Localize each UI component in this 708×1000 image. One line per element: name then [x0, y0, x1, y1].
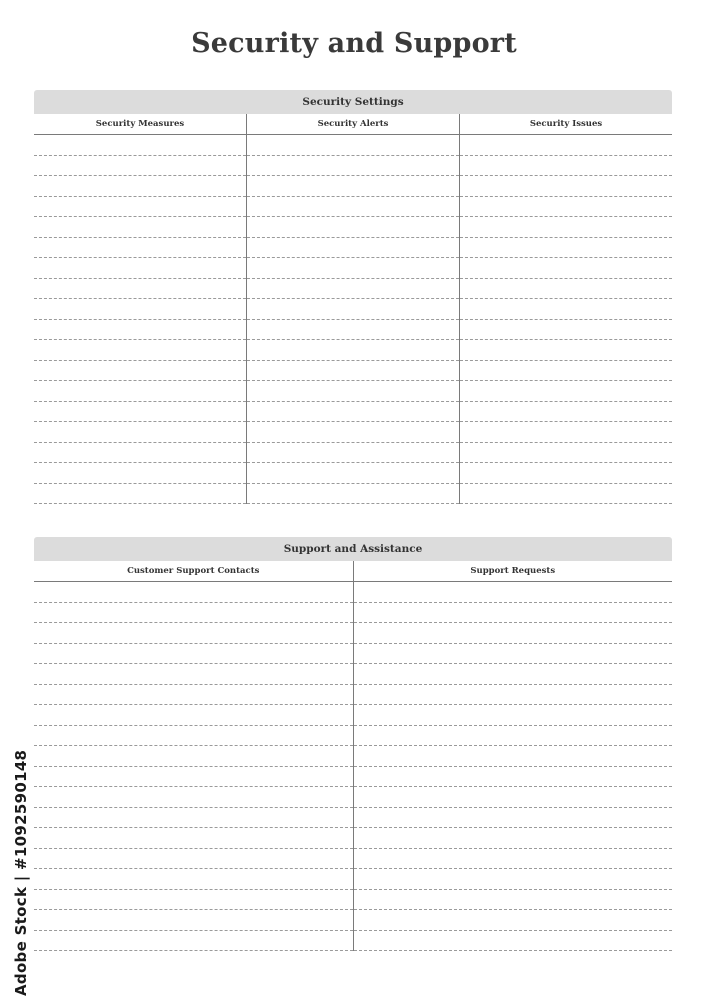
writing-lines [354, 582, 673, 951]
writing-line[interactable] [354, 726, 673, 747]
writing-line[interactable] [460, 402, 672, 423]
writing-line[interactable] [247, 238, 459, 259]
writing-line[interactable] [354, 910, 673, 931]
writing-lines [247, 135, 459, 504]
writing-line[interactable] [247, 381, 459, 402]
writing-line[interactable] [247, 217, 459, 238]
security-settings-section [34, 90, 672, 504]
writing-line[interactable] [34, 197, 246, 218]
writing-line[interactable] [247, 135, 459, 156]
column-security-issues [459, 114, 672, 504]
writing-line[interactable] [34, 463, 246, 484]
column-security-measures [34, 114, 246, 504]
writing-line[interactable] [354, 931, 673, 952]
writing-line[interactable] [247, 279, 459, 300]
writing-line[interactable] [460, 238, 672, 259]
writing-line[interactable] [34, 623, 353, 644]
support-assistance-section [34, 537, 672, 951]
writing-line[interactable] [460, 340, 672, 361]
writing-line[interactable] [34, 787, 353, 808]
writing-line[interactable] [460, 422, 672, 443]
writing-line[interactable] [34, 176, 246, 197]
writing-line[interactable] [34, 320, 246, 341]
writing-line[interactable] [460, 279, 672, 300]
writing-line[interactable] [460, 463, 672, 484]
writing-line[interactable] [34, 644, 353, 665]
writing-line[interactable] [460, 197, 672, 218]
writing-line[interactable] [460, 135, 672, 156]
writing-line[interactable] [34, 340, 246, 361]
writing-line[interactable] [354, 746, 673, 767]
writing-line[interactable] [460, 258, 672, 279]
writing-line[interactable] [34, 217, 246, 238]
writing-line[interactable] [34, 828, 353, 849]
writing-line[interactable] [460, 484, 672, 505]
writing-line[interactable] [34, 299, 246, 320]
writing-line[interactable] [460, 443, 672, 464]
writing-line[interactable] [460, 156, 672, 177]
writing-line[interactable] [460, 299, 672, 320]
writing-line[interactable] [247, 320, 459, 341]
writing-line[interactable] [247, 443, 459, 464]
writing-line[interactable] [247, 176, 459, 197]
writing-lines [460, 135, 672, 504]
writing-line[interactable] [34, 238, 246, 259]
writing-line[interactable] [247, 197, 459, 218]
writing-line[interactable] [34, 381, 246, 402]
column-support-requests [353, 561, 673, 951]
writing-line[interactable] [354, 664, 673, 685]
writing-line[interactable] [34, 910, 353, 931]
writing-line[interactable] [34, 664, 353, 685]
columns [34, 561, 672, 951]
writing-line[interactable] [354, 849, 673, 870]
writing-line[interactable] [34, 156, 246, 177]
writing-line[interactable] [354, 869, 673, 890]
writing-line[interactable] [247, 361, 459, 382]
writing-line[interactable] [34, 726, 353, 747]
writing-line[interactable] [460, 320, 672, 341]
writing-line[interactable] [354, 603, 673, 624]
writing-line[interactable] [34, 484, 246, 505]
column-customer-support-contacts [34, 561, 353, 951]
writing-line[interactable] [247, 463, 459, 484]
page-title: Security and Support [191, 28, 517, 59]
writing-line[interactable] [34, 582, 353, 603]
writing-line[interactable] [247, 340, 459, 361]
stock-id-watermark: Adobe Stock | #1092590148 [12, 749, 30, 996]
writing-line[interactable] [34, 402, 246, 423]
writing-lines [34, 582, 353, 951]
writing-line[interactable] [354, 767, 673, 788]
writing-line[interactable] [34, 422, 246, 443]
writing-line[interactable] [247, 156, 459, 177]
writing-line[interactable] [354, 582, 673, 603]
column-header: Support Requests [354, 561, 673, 582]
writing-line[interactable] [247, 299, 459, 320]
writing-line[interactable] [247, 422, 459, 443]
writing-line[interactable] [34, 746, 353, 767]
writing-line[interactable] [34, 890, 353, 911]
writing-line[interactable] [354, 623, 673, 644]
column-header: Security Measures [34, 114, 246, 135]
writing-line[interactable] [34, 705, 353, 726]
writing-line[interactable] [354, 890, 673, 911]
writing-line[interactable] [34, 808, 353, 829]
writing-line[interactable] [354, 828, 673, 849]
writing-line[interactable] [460, 381, 672, 402]
writing-line[interactable] [460, 217, 672, 238]
writing-line[interactable] [247, 484, 459, 505]
writing-line[interactable] [34, 849, 353, 870]
writing-line[interactable] [34, 931, 353, 952]
writing-line[interactable] [460, 361, 672, 382]
writing-line[interactable] [34, 135, 246, 156]
writing-line[interactable] [34, 361, 246, 382]
column-header: Security Alerts [247, 114, 459, 135]
writing-line[interactable] [460, 176, 672, 197]
column-header: Customer Support Contacts [34, 561, 353, 582]
writing-line[interactable] [247, 402, 459, 423]
writing-lines [34, 135, 246, 504]
writing-line[interactable] [354, 787, 673, 808]
writing-line[interactable] [34, 767, 353, 788]
writing-line[interactable] [34, 869, 353, 890]
writing-line[interactable] [34, 443, 246, 464]
writing-line[interactable] [354, 808, 673, 829]
writing-line[interactable] [247, 258, 459, 279]
section-heading: Security Settings [34, 90, 672, 114]
writing-line[interactable] [34, 603, 353, 624]
writing-line[interactable] [354, 705, 673, 726]
columns [34, 114, 672, 504]
column-security-alerts [246, 114, 459, 504]
writing-line[interactable] [34, 685, 353, 706]
writing-line[interactable] [34, 258, 246, 279]
section-heading: Support and Assistance [34, 537, 672, 561]
writing-line[interactable] [34, 279, 246, 300]
writing-line[interactable] [354, 685, 673, 706]
writing-line[interactable] [354, 644, 673, 665]
column-header: Security Issues [460, 114, 672, 135]
